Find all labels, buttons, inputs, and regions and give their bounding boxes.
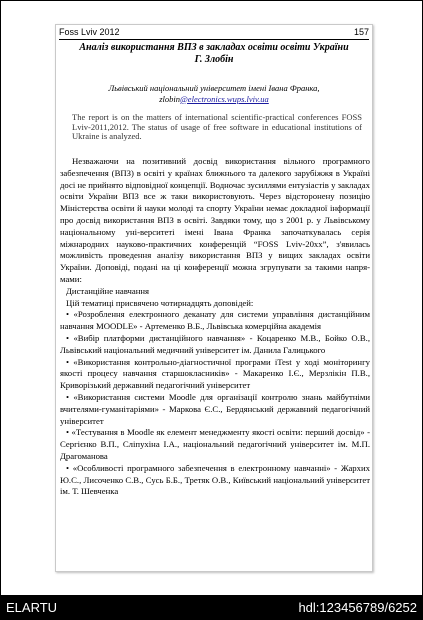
list-item: • «Розроблення електронного деканату для системи управління дистанційним навчання MOODLE» - Артеменко В.Б., Львівська комерційна академія xyxy=(60,309,370,332)
status-bar xyxy=(0,596,423,620)
list-item: • «Особливості програмного забезпечення в електронному навчанні» - Жархих Ю.С., Лисоченко С.В., Сусь Б.Б., Третяк О.В., Київський національний університет ім. Т. Шевченка xyxy=(60,462,370,497)
paper-author: Г. Злобін xyxy=(194,54,234,65)
email-prefix: zlobin xyxy=(159,93,180,104)
list-item: • «Використання контрольно-діагностичної програми iTest у ході моніторингу якості процесу навчання старшокласників» - Макаренко І.Є., Мерзлікін П.В., Криворізький державний педагогічний університет xyxy=(60,356,370,391)
affiliation-name: Львівський національний університет імені Івана Франка, xyxy=(108,83,320,93)
abstract: The report is on the matters of international scientific-practical conferences FOSS Lviv-2011,2012. The status of usage of free software in educational institutions of Ukraine is analyzed. xyxy=(72,112,362,142)
running-header xyxy=(59,27,369,40)
body-paragraph: Незважаючи на позитивний досвід використання вільного програмного забезпечення (ВПЗ) в освіті у країнах ближнього та далекого зарубіжжя в Україні досі не прийнято відповідної концепції. Водночас зусиллями ентузіастів у закладах освіти України ВПЗ все ж таки використовують. Через відсторонену позицію Міністерства освіти й науки молоді та спорту України немає докладної інформації про досвід використання ВПЗ в освіті. Завдяки тому, що з 2001 р. у Львівському національному уні-верситеті імені Івана Франка започаткувалась серія міжнародних науково-практичних конференцій “FOSS Lviv-20xx”, з'явилась можливість проведення аналізу використання ВПЗ у вищих закладах освіти України. Доповіді, подані на ці конференції можна згрупувати за такими напря-мами: xyxy=(60,156,370,284)
handle-id: hdl:123456789/6252 xyxy=(298,600,417,615)
affiliation xyxy=(56,83,372,104)
section-intro: Цій тематиці присвячено чотирнадцять доповідей: xyxy=(66,297,254,308)
email-link[interactable]: @electronics.wups.lviv.ua xyxy=(179,93,269,104)
page-number: 157 xyxy=(353,27,369,37)
list-item: • «Використання системи Moodle для організації контролю знань майбутніми вчителями-гуманітаріями» - Маркова Є.С., Бердянський державний педагогічний університет xyxy=(60,391,370,426)
repository-name: ELARTU xyxy=(6,600,58,615)
section-heading: Дистанційне навчання xyxy=(66,285,150,296)
document-page xyxy=(55,24,373,572)
body-text xyxy=(60,156,370,498)
paper-title: Аналіз використання ВПЗ в закладах освіти освіти України xyxy=(79,42,349,53)
journal-name: Foss Lviv 2012 xyxy=(59,27,120,37)
list-item: • «Вибір платформи дистанційного навчання» - Коцаренко М.В., Бойко О.В., Львівський національний медичний університет ім. Данила Галицького xyxy=(60,332,370,355)
affiliation-email xyxy=(56,94,372,105)
list-item: • «Тестування в Moodle як елемент менеджменту якості освіти: перший досвід» - Сергієнко В.П., Сліпухіна І.А., національний педагогічний університет ім. М.П. Драгоманова xyxy=(60,427,370,461)
